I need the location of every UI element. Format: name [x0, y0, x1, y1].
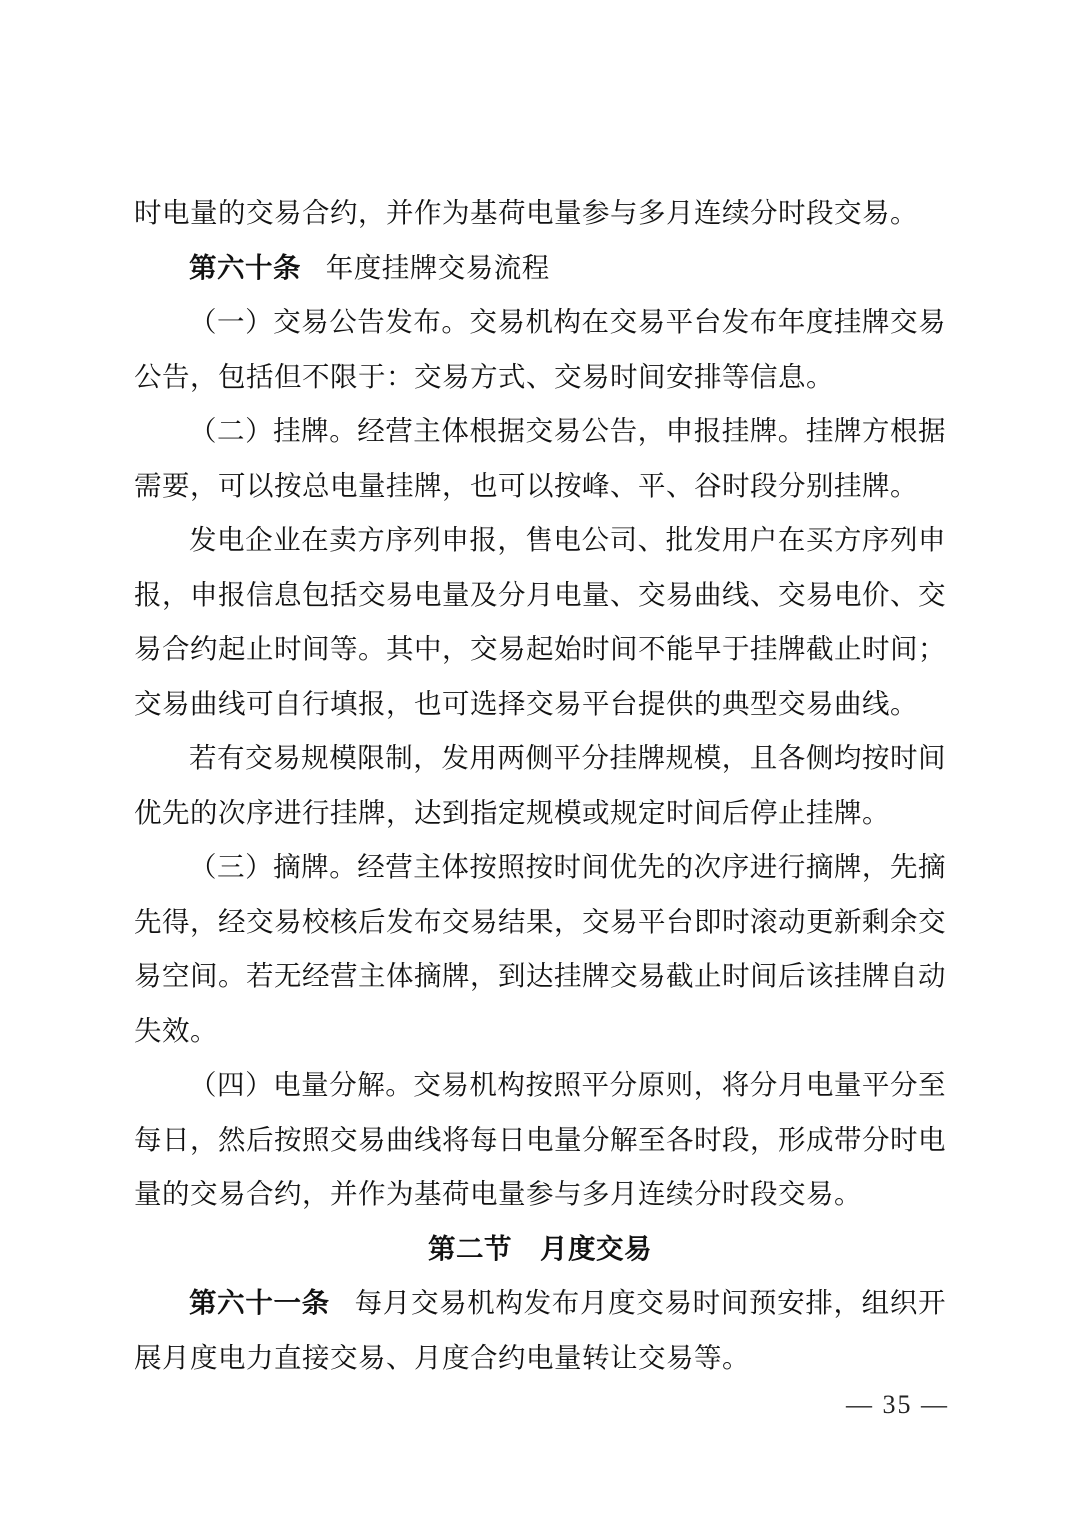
- article-60-heading: [134, 241, 946, 296]
- document-body: [134, 186, 946, 1385]
- article-61-paragraph: [134, 1276, 946, 1385]
- paragraph-item-3: （三）摘牌。经营主体按照按时间优先的次序进行摘牌，先摘先得，经交易校核后发布交易结果，交易平台即时滚动更新剩余交易空间。若无经营主体摘牌，到达挂牌交易截止时间后该挂牌自动失效。: [134, 851, 946, 1046]
- paragraph-item-4: （四）电量分解。交易机构按照平分原则，将分月电量平分至每日，然后按照交易曲线将每日电量分解至各时段，形成带分时电量的交易合约，并作为基荷电量参与多月连续分时段交易。: [134, 1069, 946, 1209]
- article-60-title: 年度挂牌交易流程: [325, 251, 550, 283]
- paragraph-scale-limit: 若有交易规模限制，发用两侧平分挂牌规模，且各侧均按时间优先的次序进行挂牌，达到指定规模或规定时间后停止挂牌。: [134, 742, 946, 828]
- article-60-number: 第六十条: [189, 251, 301, 283]
- article-61-number: 第六十一条: [189, 1287, 330, 1318]
- page-number: — 35 —: [846, 1390, 949, 1419]
- paragraph-continuation: 时电量的交易合约，并作为基荷电量参与多月连续分时段交易。: [134, 197, 918, 228]
- paragraph-item-2-detail: 发电企业在卖方序列申报，售电公司、批发用户在买方序列申报，申报信息包括交易电量及分月电量、交易曲线、交易电价、交易合约起止时间等。其中，交易起始时间不能早于挂牌截止时间；交易曲线可自行填报，也可选择交易平台提供的典型交易曲线。: [134, 524, 946, 719]
- paragraph-item-2: （二）挂牌。经营主体根据交易公告，申报挂牌。挂牌方根据需要，可以按总电量挂牌，也可以按峰、平、谷时段分别挂牌。: [134, 415, 946, 501]
- article-61-text: 每月交易机构发布月度交易时间预安排，组织开展月度电力直接交易、月度合约电量转让交易等。: [134, 1287, 947, 1373]
- paragraph-item-1: （一）交易公告发布。交易机构在交易平台发布年度挂牌交易公告，包括但不限于：交易方式、交易时间安排等信息。: [134, 306, 946, 392]
- section-2-heading: 第二节 月度交易: [428, 1232, 652, 1264]
